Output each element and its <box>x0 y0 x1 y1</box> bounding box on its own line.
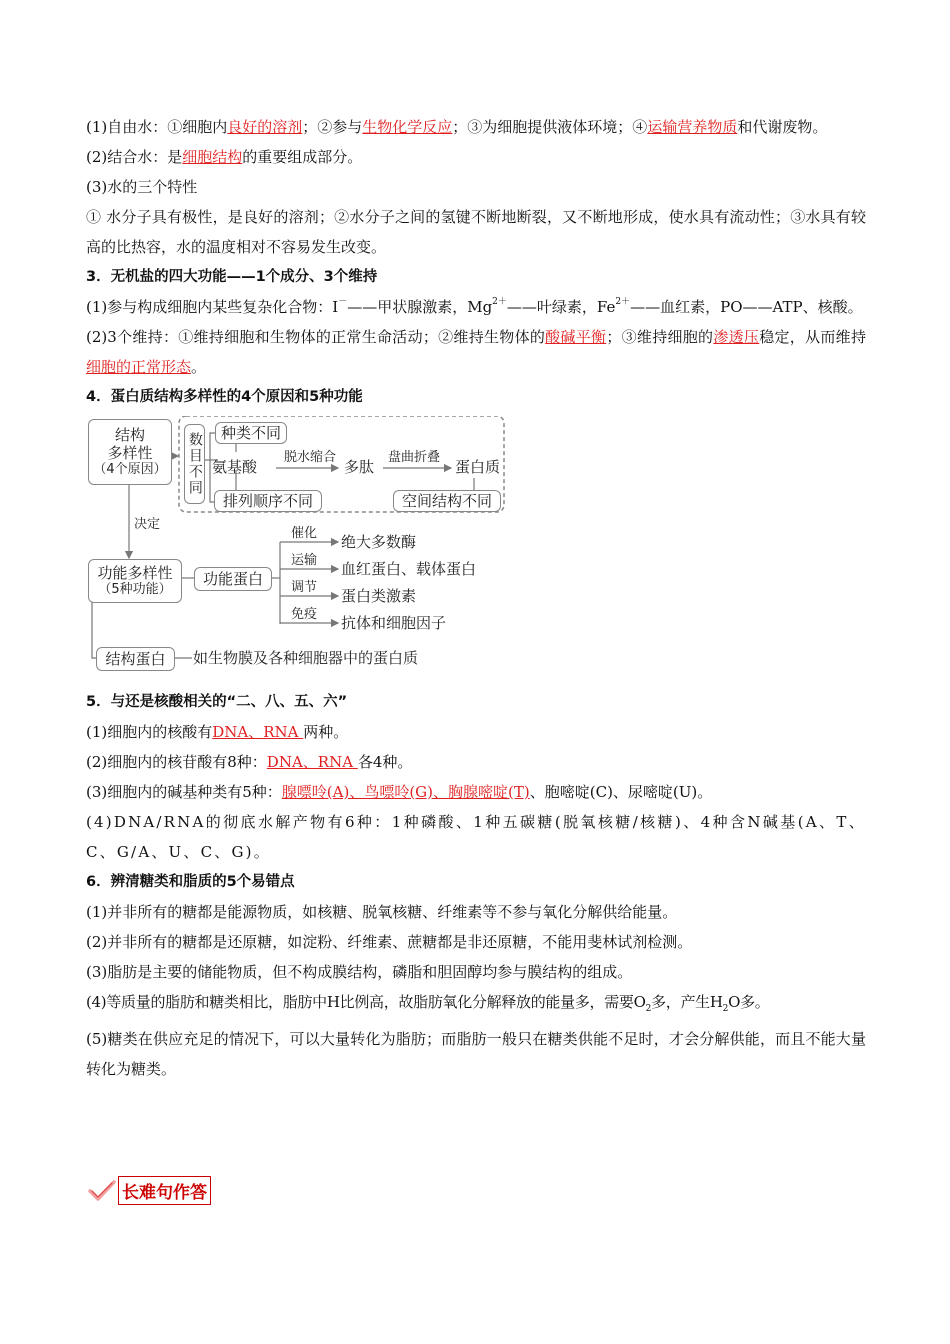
box-line: 多样性 <box>107 444 153 463</box>
answer-dna-rna: DNA、RNA <box>266 753 358 771</box>
protein-label: 蛋白质 <box>455 458 501 476</box>
sugar-text: (4)等质量的脂肪和糖类相比，脂肪中H比例高，故脂肪氧化分解释放的能量多，需要O <box>86 993 646 1011</box>
branch-verb: 免疫 <box>291 607 318 622</box>
branch-verb: 运输 <box>291 553 318 568</box>
dehydration-label: 脱水缩合 <box>284 450 337 465</box>
branch-verb: 调节 <box>291 580 318 595</box>
nucleic-paragraph-3 <box>86 777 866 807</box>
number-different-box: 数目不同 <box>184 424 205 504</box>
subscript: 2 <box>645 1004 652 1014</box>
section-heading-salt: 3．无机盐的四大功能——1个成分、3个维持 <box>86 269 378 285</box>
branch-result: 抗体和细胞因子 <box>341 614 447 632</box>
sugar-point-5: (5)糖类在供应充足的情况下，可以大量转化为脂肪；而脂肪一般只在糖类供能不足时，才会分解供能，而且不能大量转化为糖类。 <box>86 1030 866 1078</box>
branch-verb: 催化 <box>291 526 318 541</box>
nucleic-text: 、胞嘧啶(C)、尿嘧啶(U)。 <box>529 783 713 801</box>
salt-text: ——叶绿素，Fe <box>506 298 616 316</box>
box-line: （5种功能） <box>98 582 172 598</box>
branch-result: 绝大多数酶 <box>341 533 417 551</box>
order-different-box: 排列顺序不同 <box>214 490 322 512</box>
answer-acid-base-balance: 酸碱平衡 <box>545 328 607 346</box>
nucleic-text: (3)细胞内的碱基种类有5种： <box>86 783 282 801</box>
nucleic-paragraph-4: (4)DNA/RNA的彻底水解产物有6种：1种磷酸、1种五碳糖(脱氧核糖/核糖)、4种含N碱基(A、T、C、G/A、U、C、G)。 <box>86 813 866 861</box>
nucleic-text: 各4种。 <box>357 753 413 771</box>
sugar-text: O多。 <box>728 993 770 1011</box>
section-heading-protein: 4．蛋白质结构多样性的4个原因和5种功能 <box>86 389 363 405</box>
folding-label: 盘曲折叠 <box>388 450 441 465</box>
bound-water-text: (2)结合水：是 <box>86 148 183 166</box>
nucleic-text: (1)细胞内的核酸有 <box>86 723 213 741</box>
structural-protein-desc: 如生物膜及各种细胞器中的蛋白质 <box>193 649 419 667</box>
sugar-text: 多，产生H <box>651 993 723 1011</box>
functional-protein-box: 功能蛋白 <box>194 567 272 591</box>
sugar-point-2: (2)并非所有的糖都是还原糖，如淀粉、纤维素、蔗糖都是非还原糖，不能用斐林试剂检测。 <box>86 933 693 951</box>
box-line: （4个原因） <box>93 462 167 478</box>
salt-paragraph-2 <box>86 322 866 382</box>
polypeptide-label: 多肽 <box>344 458 375 476</box>
document-body <box>86 112 866 1084</box>
salt-text: (2)3个维持：①维持细胞和生物体的正常生命活动；②维持生物体的 <box>86 328 546 346</box>
water-properties-text: ① 水分子具有极性，是良好的溶剂；②水分子之间的氢键不断地断裂，又不断地形成，使水具有流动性；③水具有较高的比热容，水的温度相对不容易发生改变。 <box>86 208 866 256</box>
section-heading-nucleic: 5．与还是核酸相关的“二、八、五、六” <box>86 694 348 710</box>
spatial-structure-box: 空间结构不同 <box>393 490 501 512</box>
salt-text: ——血红素，PO——ATP、核酸。 <box>630 298 863 316</box>
free-water-text: ；③为细胞提供液体环境；④ <box>452 118 648 136</box>
free-water-text: (1)自由水：①细胞内 <box>86 118 228 136</box>
structure-diversity-box <box>88 419 172 485</box>
answer-transport-nutrients: 运输营养物质 <box>647 118 738 136</box>
superscript: 2＋ <box>615 297 631 307</box>
salt-paragraph-1 <box>86 292 866 322</box>
salt-text: ；③维持细胞的 <box>606 328 714 346</box>
free-water-text: 和代谢废物。 <box>737 118 828 136</box>
salt-text: (1)参与构成细胞内某些复杂化合物：I <box>86 298 339 316</box>
section-heading-sugar: 6．辨清糖类和脂质的5个易错点 <box>86 874 295 890</box>
sugar-point-4 <box>86 987 866 1024</box>
checkmark-icon <box>88 1180 116 1202</box>
footer-title: 长难句作答 <box>118 1176 211 1205</box>
function-diversity-box <box>88 559 182 603</box>
answer-bases: 腺嘌呤(A)、鸟嘌呤(G)、胸腺嘧啶(T) <box>281 783 530 801</box>
free-water-paragraph <box>86 112 866 142</box>
answer-cell-structure: 细胞结构 <box>182 148 243 166</box>
superscript: － <box>338 297 348 307</box>
answer-biochemical-reaction: 生物化学反应 <box>362 118 453 136</box>
nucleic-text: (2)细胞内的核苷酸有8种： <box>86 753 267 771</box>
branch-result: 蛋白类激素 <box>341 587 417 605</box>
answer-good-solvent: 良好的溶剂 <box>227 118 303 136</box>
answer-cell-shape: 细胞的正常形态 <box>86 358 192 376</box>
box-line: 功能多样性 <box>97 564 173 583</box>
superscript: 2＋ <box>492 297 507 307</box>
section-footer-heading <box>88 1176 211 1205</box>
type-different-box: 种类不同 <box>215 422 287 444</box>
free-water-text: ；②参与 <box>302 118 363 136</box>
sugar-point-1: (1)并非所有的糖都是能源物质，如核糖、脱氧核糖、纤维素等不参与氧化分解供给能量。 <box>86 903 678 921</box>
decide-label: 决定 <box>134 517 161 532</box>
nucleic-text: 两种。 <box>303 723 349 741</box>
box-line: 结构 <box>114 426 145 445</box>
sugar-point-3: (3)脂肪是主要的储能物质，但不构成膜结构，磷脂和胆固醇均参与膜结构的组成。 <box>86 963 633 981</box>
nucleic-paragraph-1 <box>86 717 866 747</box>
structural-protein-box: 结构蛋白 <box>96 647 175 671</box>
salt-text: 稳定，从而维持 <box>759 328 866 346</box>
salt-text: ——甲状腺激素，Mg <box>347 298 493 316</box>
bound-water-text: 的重要组成部分。 <box>242 148 363 166</box>
amino-acid-label: 氨基酸 <box>212 458 258 476</box>
bound-water-paragraph <box>86 142 866 172</box>
branch-result: 血红蛋白、载体蛋白 <box>341 560 477 578</box>
nucleic-paragraph-2 <box>86 747 866 777</box>
water-properties-title: (3)水的三个特性 <box>86 178 198 196</box>
answer-osmotic-pressure: 渗透压 <box>713 328 760 346</box>
salt-text: 。 <box>191 358 207 376</box>
protein-concept-diagram <box>86 416 506 681</box>
answer-dna-rna: DNA、RNA <box>212 723 304 741</box>
subscript: 2 <box>722 1004 729 1014</box>
